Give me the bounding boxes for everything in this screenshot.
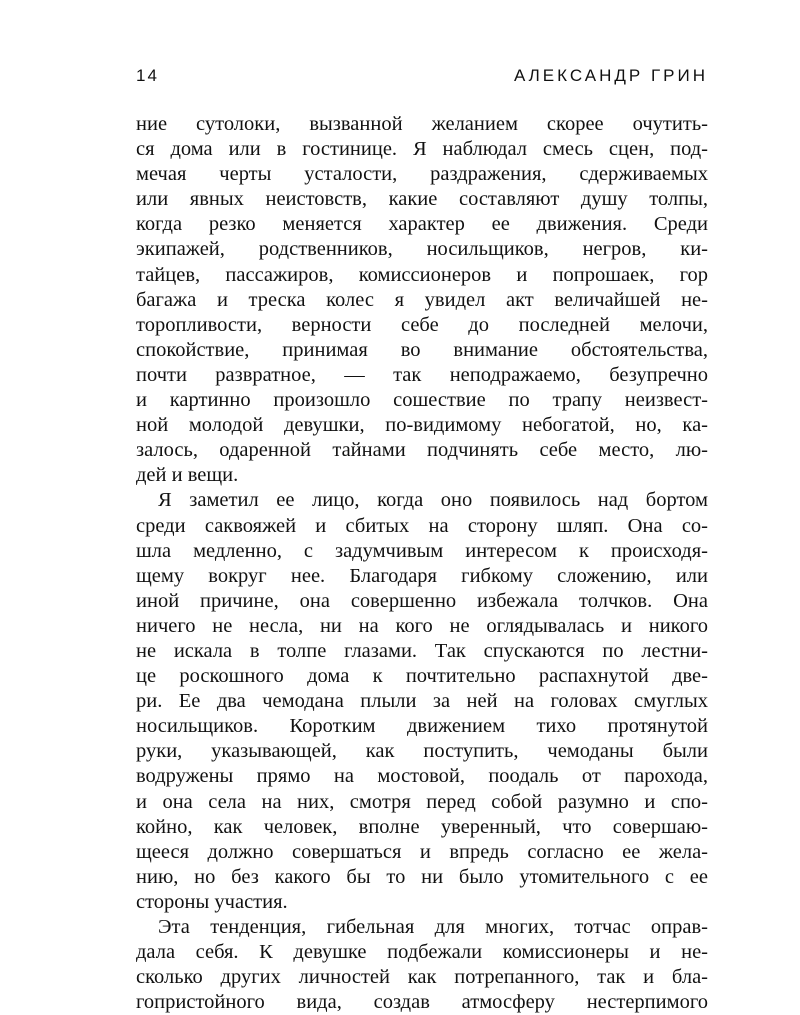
text-line: водружены прямо на мостовой, поодаль от парохода, [136,765,708,788]
text-line: иной причине, она совершенно избежала толчков. Она [136,589,708,612]
text-line: ние сутолоки, вызванной желанием скорее очутить- [136,113,708,135]
text-line: ной молодой девушки, по-видимому небогатой, но, ка- [136,414,708,437]
text-line: це роскошного дома к почтительно распахнутой две- [136,665,708,688]
text-line: ничего не несла, ни на кого не оглядывалась и никого [136,614,708,637]
text-line: и она села на них, смотря перед собой разумно и спо- [136,790,708,813]
page-number: 14 [136,66,159,85]
text-line: или явных неистовств, какие составляют душу толпы, [136,188,708,211]
text-line: багажа и треска колес я увидел акт величайшей не- [136,288,708,311]
text-line: залось, одаренной тайнами подчинять себе место, лю- [136,439,708,462]
text-line: Эта тенденция, гибельная для многих, тотчас оправ- [158,916,708,938]
text-line: щееся должно совершаться и впредь согласно ее жела- [136,840,708,863]
text-line: когда резко меняется характер ее движения. Среди [136,213,708,236]
text-line: почти развратное, — так неподражаемо, безупречно [136,363,708,386]
text-line: экипажей, родственников, носильщиков, негров, ки- [136,238,708,261]
text-line: мечая черты усталости, раздражения, сдерживаемых [136,163,708,186]
text-line: тайцев, пассажиров, комиссионеров и попрошаек, гор [136,263,708,286]
page-header [136,66,708,96]
body-text [136,112,708,1015]
text-line: не искала в толпе глазами. Так спускаются по лестни- [136,639,708,662]
text-line: дей и вещи. [136,464,239,487]
text-line: ри. Ее два чемодана плыли за ней на головах смуглых [136,690,708,713]
text-line: шла медленно, с задумчивым интересом к происходя- [136,539,708,562]
text-line: руки, указывающей, как поступить, чемоданы были [136,740,708,763]
text-line: носильщиков. Коротким движением тихо протянутой [136,715,708,738]
text-line: стороны участия. [136,890,288,913]
text-line: койно, как человек, вполне уверенный, что совершаю- [136,815,708,838]
text-line: торопливости, верности себе до последней мелочи, [136,313,708,336]
running-head: АЛЕКСАНДР ГРИН [513,66,708,85]
text-line: нию, но без какого бы то ни было утомительного с ее [136,865,708,888]
text-line: Я заметил ее лицо, когда оно появилось над бортом [158,489,708,512]
text-line: сколько других личностей как потрепанного, так и бла- [136,966,708,989]
text-line: щему вокруг нее. Благодаря гибкому сложению, или [136,564,708,587]
text-line: ся дома или в гостинице. Я наблюдал смесь сцен, под- [136,138,708,161]
text-line: дала себя. К девушке подбежали комиссионеры и не- [136,941,708,964]
text-line: спокойствие, принимая во внимание обстоятельства, [136,338,708,361]
text-line: гопристойного вида, создав атмосферу нестерпимого [136,991,708,1014]
text-line: среди саквояжей и сбитых на сторону шляп. Она со- [136,514,708,537]
text-line: и картинно произошло сошествие по трапу неизвест- [136,389,708,412]
